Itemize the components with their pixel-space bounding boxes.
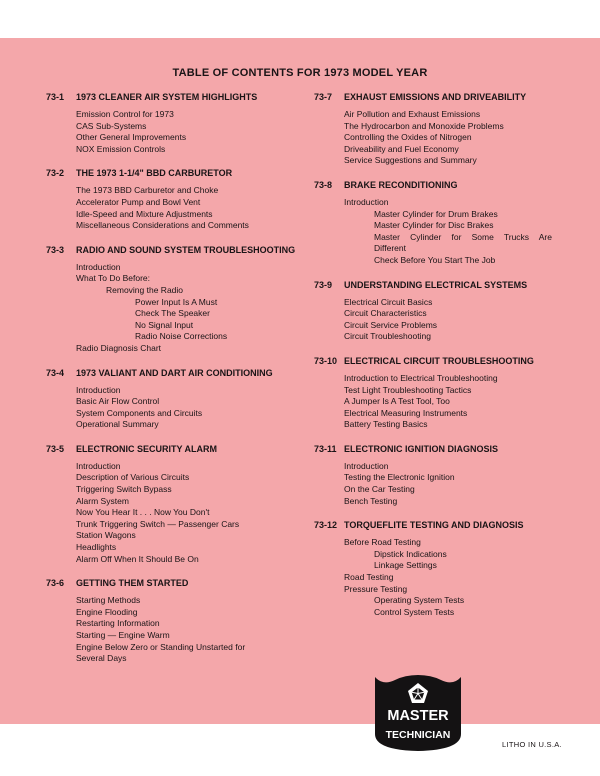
printer-imprint: LITHO IN U.S.A. bbox=[502, 740, 562, 749]
toc-entry: Starting Methods bbox=[76, 595, 141, 606]
toc-entry: Introduction bbox=[76, 384, 121, 395]
section-number: 73-1 bbox=[46, 92, 65, 102]
toc-entry: Triggering Switch Bypass bbox=[76, 484, 172, 495]
toc-entry: Alarm Off When It Should Be On bbox=[76, 553, 199, 564]
toc-entry: Basic Air Flow Control bbox=[76, 396, 160, 407]
toc-entry: Bench Testing bbox=[344, 495, 398, 506]
toc-entry: Master Cylinder for Drum Brakes bbox=[374, 208, 498, 219]
section-heading bbox=[46, 578, 301, 589]
section-title: GETTING THEM STARTED bbox=[76, 578, 189, 589]
section-heading bbox=[46, 444, 301, 455]
toc-section bbox=[314, 444, 554, 507]
toc-entry: Introduction bbox=[76, 460, 121, 471]
toc-entry: Circuit Characteristics bbox=[344, 308, 427, 319]
toc-entry: Radio Diagnosis Chart bbox=[76, 342, 162, 353]
toc-section bbox=[314, 180, 554, 267]
toc-entry: Restarting Information bbox=[76, 618, 160, 629]
logo-line-1: MASTER bbox=[387, 708, 449, 724]
toc-entry: Air Pollution and Exhaust Emissions bbox=[344, 109, 481, 119]
section-title: ELECTRICAL CIRCUIT TROUBLESHOOTING bbox=[344, 355, 534, 366]
toc-entry: Before Road Testing bbox=[344, 537, 421, 548]
section-title: BRAKE RECONDITIONING bbox=[344, 179, 458, 190]
toc-entry: Battery Testing Basics bbox=[344, 419, 428, 430]
toc-entry: Road Testing bbox=[344, 572, 394, 583]
section-heading bbox=[314, 356, 554, 367]
section-title: UNDERSTANDING ELECTRICAL SYSTEMS bbox=[344, 279, 528, 290]
toc-entry: A Jumper Is A Test Tool, Too bbox=[344, 396, 450, 407]
toc-entry: Introduction bbox=[76, 261, 121, 272]
toc-entry: Emission Control for 1973 bbox=[76, 109, 174, 119]
toc-section bbox=[314, 356, 554, 431]
toc-entry: Electrical Circuit Basics bbox=[344, 296, 433, 307]
toc-entry: Circuit Troubleshooting bbox=[344, 331, 431, 342]
toc-entry: Other General Improvements bbox=[76, 132, 187, 143]
toc-entry: Pressure Testing bbox=[344, 583, 408, 594]
toc-entry: Now You Hear It . . . Now You Don't bbox=[76, 507, 210, 518]
section-number: 73-5 bbox=[46, 443, 65, 454]
toc-entry: The Hydrocarbon and Monoxide Problems bbox=[344, 120, 504, 131]
section-heading bbox=[314, 180, 554, 191]
toc-section bbox=[46, 245, 301, 355]
toc-entry: Description of Various Circuits bbox=[76, 472, 190, 483]
section-heading bbox=[314, 444, 554, 455]
toc-section bbox=[46, 168, 301, 231]
section-number: 73-11 bbox=[314, 443, 337, 454]
toc-entry: Electrical Measuring Instruments bbox=[344, 407, 468, 418]
section-heading bbox=[46, 92, 301, 103]
section-number: 73-3 bbox=[46, 244, 65, 255]
toc-section bbox=[46, 578, 301, 665]
page-title: TABLE OF CONTENTS FOR 1973 MODEL YEAR bbox=[172, 67, 428, 79]
section-heading bbox=[314, 280, 554, 291]
toc-column-right bbox=[314, 92, 554, 631]
section-heading bbox=[46, 245, 301, 256]
toc-entry: Alarm System bbox=[76, 495, 129, 506]
section-title: ELECTRONIC SECURITY ALARM bbox=[76, 443, 218, 454]
toc-section bbox=[314, 92, 554, 167]
toc-entry: Check The Speaker bbox=[135, 308, 210, 319]
toc-entry: Different bbox=[374, 243, 406, 254]
toc-entry: Driveability and Fuel Economy bbox=[344, 143, 459, 154]
toc-section bbox=[46, 92, 301, 155]
toc-section bbox=[46, 368, 301, 431]
toc-entry: Circuit Service Problems bbox=[344, 319, 438, 330]
toc-entry: Test Light Troubleshooting Tactics bbox=[344, 384, 472, 395]
toc-entry: Testing the Electronic Ignition bbox=[344, 472, 455, 483]
section-heading bbox=[46, 168, 301, 179]
section-number: 73-7 bbox=[314, 92, 333, 102]
toc-entry: Dipstick Indications bbox=[374, 548, 447, 559]
section-number: 73-12 bbox=[314, 520, 338, 531]
toc-entry: Service Suggestions and Summary bbox=[344, 155, 477, 166]
section-number: 73-9 bbox=[314, 279, 333, 290]
section-heading bbox=[314, 92, 554, 103]
toc-entry: Introduction to Electrical Troubleshooting bbox=[344, 372, 498, 383]
section-number: 73-10 bbox=[314, 355, 338, 366]
section-number: 73-2 bbox=[46, 168, 65, 179]
toc-entry: NOX Emission Controls bbox=[76, 143, 166, 154]
section-heading bbox=[314, 520, 554, 531]
toc-entry: Control System Tests bbox=[374, 606, 455, 617]
logo-line-2: TECHNICIAN bbox=[385, 729, 451, 741]
toc-entry: CAS Sub-Systems bbox=[76, 120, 147, 131]
toc-entry: Introduction bbox=[344, 460, 389, 471]
section-title: EXHAUST EMISSIONS AND DRIVEABILITY bbox=[344, 92, 527, 102]
toc-entry: Idle-Speed and Mixture Adjustments bbox=[76, 208, 213, 219]
toc-entry: No Signal Input bbox=[135, 319, 194, 330]
master-technician-logo bbox=[373, 674, 463, 752]
toc-entry: On the Car Testing bbox=[344, 484, 415, 495]
toc-entry: Miscellaneous Considerations and Comments bbox=[76, 220, 249, 231]
section-title: 1973 VALIANT AND DART AIR CONDITIONING bbox=[76, 367, 273, 378]
toc-entry: Engine Flooding bbox=[76, 606, 138, 617]
toc-entry: Linkage Settings bbox=[374, 560, 437, 571]
toc-entry: Station Wagons bbox=[76, 530, 136, 541]
section-title: 1973 CLEANER AIR SYSTEM HIGHLIGHTS bbox=[76, 92, 258, 102]
toc-entry: Radio Noise Corrections bbox=[135, 331, 228, 342]
section-title: RADIO AND SOUND SYSTEM TROUBLESHOOTING bbox=[76, 244, 296, 255]
toc-entry: Accelerator Pump and Bowl Vent bbox=[76, 196, 201, 207]
toc-section bbox=[46, 444, 301, 565]
section-title: TORQUEFLITE TESTING AND DIAGNOSIS bbox=[344, 520, 524, 531]
section-title: ELECTRONIC IGNITION DIAGNOSIS bbox=[344, 443, 499, 454]
toc-entry: Starting — Engine Warm bbox=[76, 630, 170, 640]
toc-entry: What To Do Before: bbox=[76, 273, 151, 284]
toc-section bbox=[314, 280, 554, 343]
toc-entry: Operating System Tests bbox=[374, 595, 465, 606]
toc-entry: Controlling the Oxides of Nitrogen bbox=[344, 132, 472, 143]
toc-entry: The 1973 BBD Carburetor and Choke bbox=[76, 185, 219, 196]
toc-entry: Operational Summary bbox=[76, 419, 159, 430]
toc-entry: System Components and Circuits bbox=[76, 407, 203, 418]
toc-entry: Power Input Is A Must bbox=[135, 296, 218, 307]
toc-entry: Master Cylinder for Some Trucks Are bbox=[374, 231, 552, 242]
section-number: 73-8 bbox=[314, 179, 333, 190]
toc-entry: Master Cylinder for Disc Brakes bbox=[374, 220, 494, 231]
toc-entry: Check Before You Start The Job bbox=[374, 254, 496, 265]
toc-entry: Engine Below Zero or Standing Unstarted for bbox=[76, 641, 246, 652]
toc-entry: Trunk Triggering Switch — Passenger Cars bbox=[76, 518, 240, 529]
section-title: THE 1973 1-1/4" BBD CARBURETOR bbox=[76, 168, 233, 179]
toc-entry: Several Days bbox=[76, 653, 127, 664]
section-number: 73-4 bbox=[46, 367, 65, 378]
toc-entry: Removing the Radio bbox=[106, 284, 184, 295]
toc-section bbox=[314, 520, 554, 618]
toc-column-left bbox=[46, 92, 301, 678]
toc-entry: Headlights bbox=[76, 542, 117, 553]
section-number: 73-6 bbox=[46, 578, 65, 589]
section-heading bbox=[46, 368, 301, 379]
toc-entry: Introduction bbox=[344, 196, 389, 207]
